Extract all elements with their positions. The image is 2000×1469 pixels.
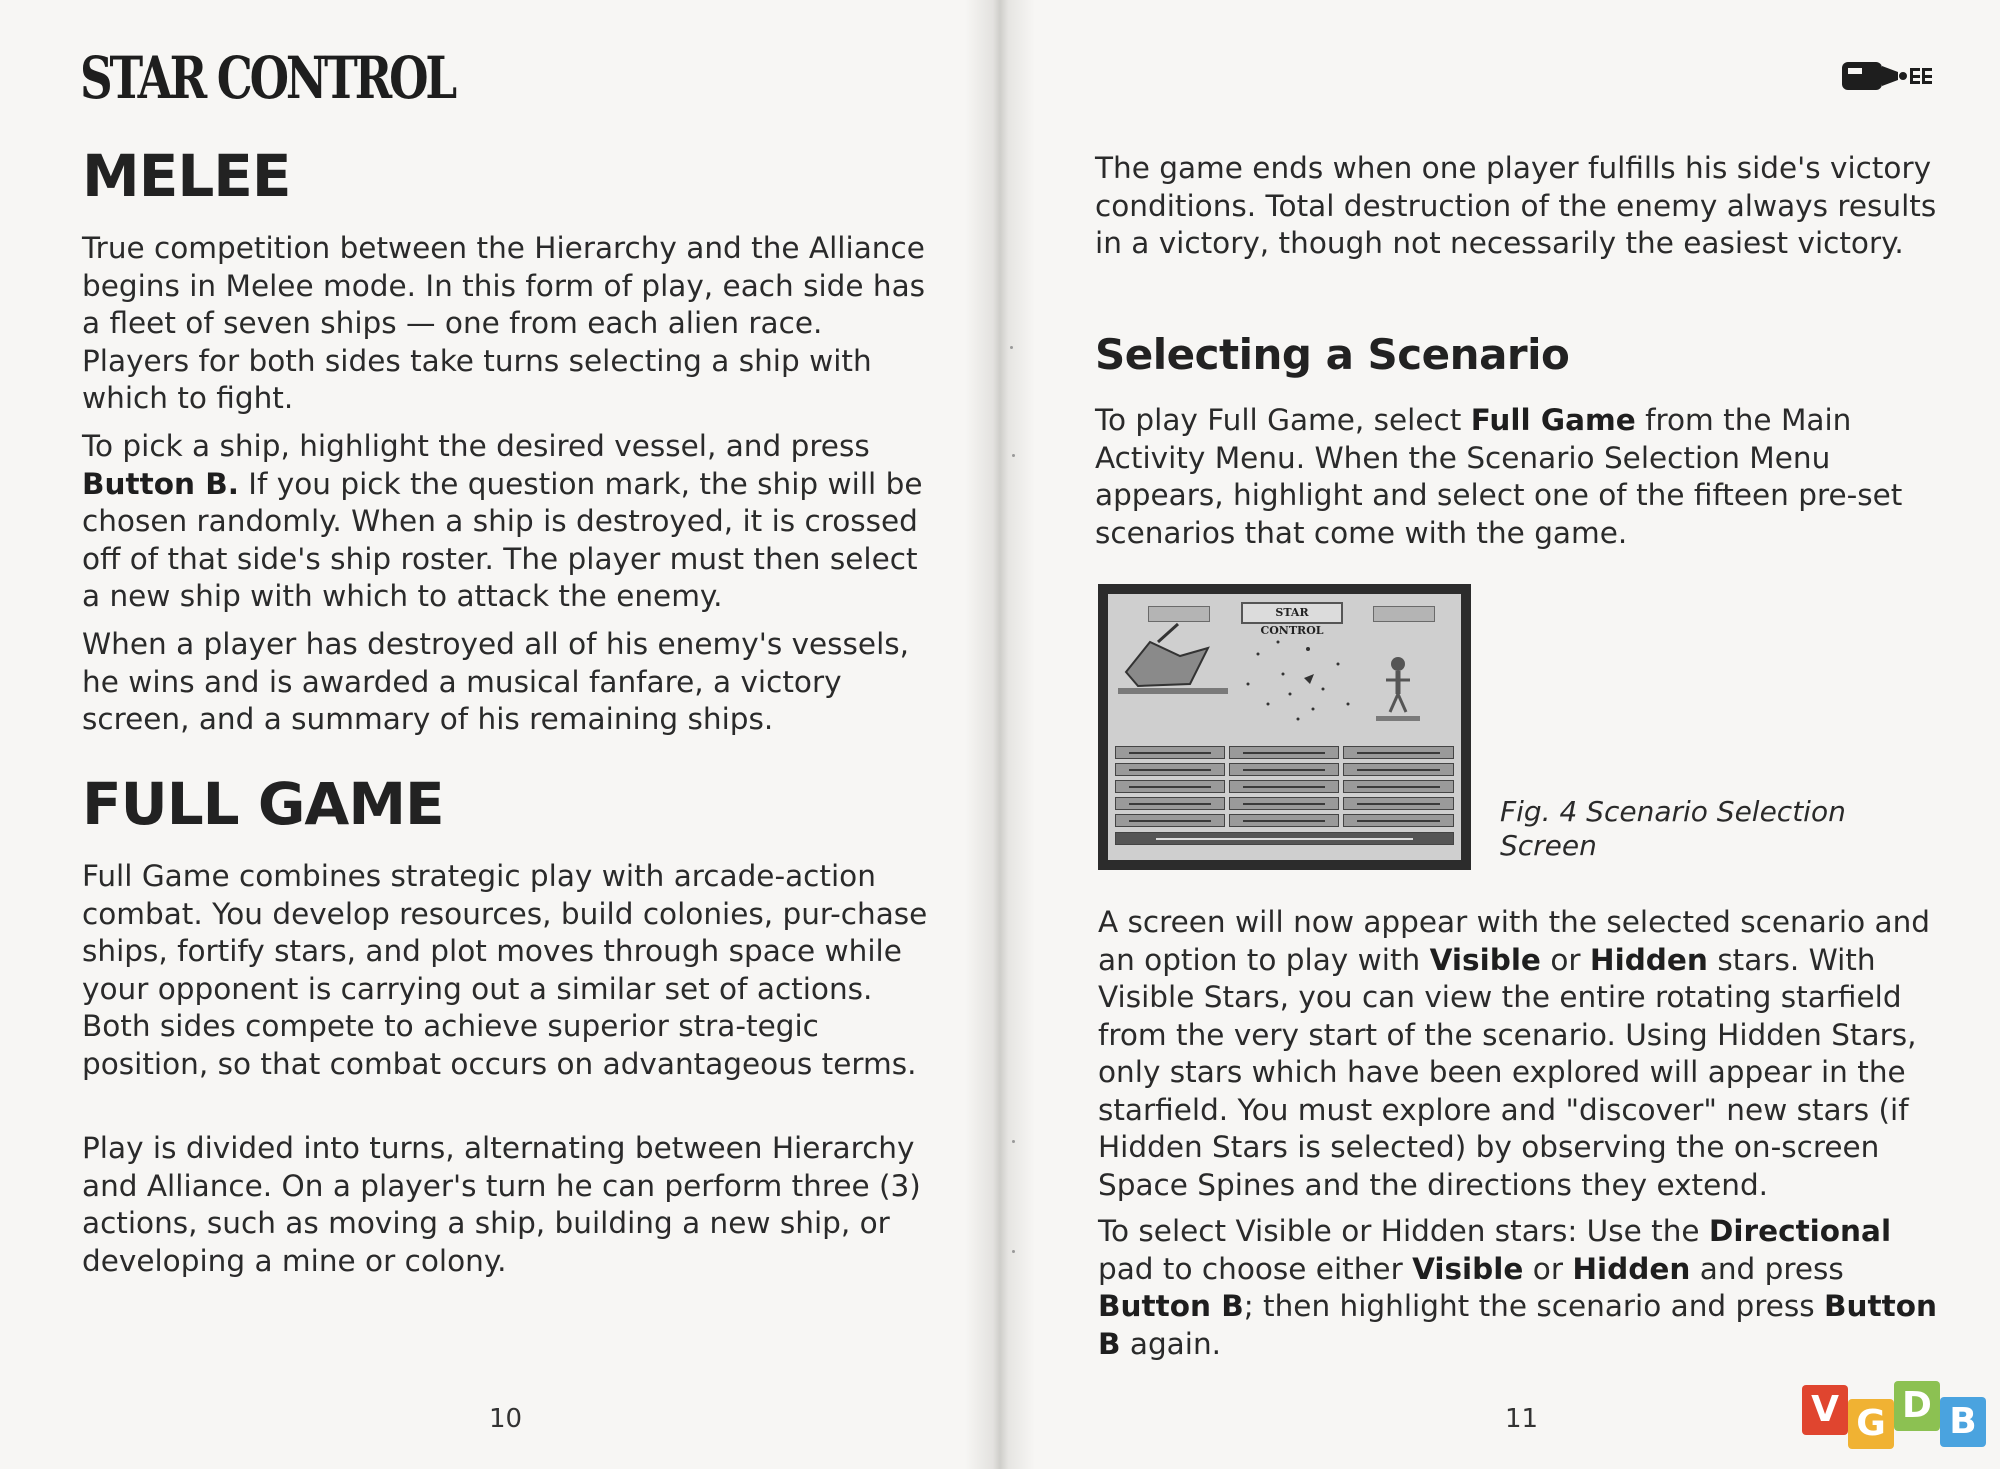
game-screen [1108,594,1461,860]
p4-text-g: and press [1690,1251,1844,1286]
scenario-description-bar [1115,832,1454,845]
print-speck [1012,1250,1015,1253]
figure-caption: Fig. 4 Scenario Selection Screen [1500,795,1846,862]
p4-text-k: again. [1120,1326,1222,1361]
melee-p2-text-rest: If you pick the question mark, the ship will be chosen randomly. When a ship is destroyed, it is crossed off of that side's ship roster. The player must then select a new ship with which to attack the enemy. [82,466,923,613]
button-b-bold-2: Button B [1098,1289,1244,1323]
victory-paragraph: The game ends when one player fulfills his side's victory conditions. Total destruction of the enemy always results in a victory, though not necessarily the easiest victory. [1095,151,1937,260]
melee-paragraph-2 [82,428,932,616]
watermark-letter-g: G [1848,1399,1894,1449]
scenario-cell [1343,814,1454,827]
print-speck [1010,346,1013,349]
button-b-bold-3: Button B [1098,1289,1937,1361]
scenario-cell [1229,797,1339,810]
scenario-cell [1229,763,1339,776]
scenario-paragraph-1 [1095,402,1945,552]
full-game-paragraph-1: Full Game combines strategic play with arcade-action combat. You develop resources, build colonies, pur-chase ships, fortify stars, and plot moves through space while your opponent is carrying out a similar set of actions. Both sides compete to achieve superior stra-tegic position, so that combat occurs on advantageous terms. [82,859,928,1081]
scenario-selection-screenshot [1098,584,1471,870]
hidden-bold-2: Hidden [1572,1251,1691,1286]
scenario-cell [1115,763,1225,776]
print-speck [1012,454,1015,457]
scenario-p1-text-c: from the Main Activity Menu. When the Scenario Selection Menu appears, highlight and select one of the fifteen pre-set scenarios that come with the game. [1095,403,1903,550]
select-stars-paragraph [1098,1213,1948,1363]
watermark-letter-d: D [1894,1381,1940,1431]
scenario-cell [1343,746,1454,759]
logo: STAR CONTROL [80,44,455,112]
selecting-scenario-heading: Selecting a Scenario [1095,330,1570,379]
visible-bold: Visible [1429,942,1541,977]
ship-icon [1840,54,1936,98]
p3-text-c: or [1540,942,1590,977]
scenario-cell [1343,780,1454,793]
scenario-cell [1229,780,1339,793]
scenario-cell [1115,797,1225,810]
watermark-letter-b: B [1940,1397,1986,1447]
full-game-paragraph-2: Play is divided into turns, alternating between Hierarchy and Alliance. On a player's turn he can perform three (3) actions, such as moving a ship, building a new ship, or developing a mine or colony. [82,1131,921,1278]
screen-logo: STAR CONTROL [1241,602,1343,624]
visible-hidden-paragraph [1098,904,1948,1204]
p4-text-a: To select Visible or Hidden stars: Use the [1098,1214,1709,1248]
scenario-p1-text-a: To play Full Game, select [1095,403,1471,437]
watermark-letter-v: V [1802,1385,1848,1435]
scenario-cell [1115,746,1225,759]
scenario-cell [1115,780,1225,793]
scenario-cell [1229,814,1339,827]
scenario-cell [1115,814,1225,827]
scenario-cell [1343,763,1454,776]
p4-text-c: pad to choose either [1098,1251,1413,1286]
full-game-bold: Full Game [1470,403,1636,437]
melee-paragraph-1: True competition between the Hierarchy and the Alliance begins in Melee mode. In this form of play, each side has a fleet of seven ships — one from each alien race. Players for both sides take turns selecting a ship with which to fight. [82,231,926,415]
directional-bold: Directional [1708,1214,1892,1248]
melee-p2-text: To pick a ship, highlight the desired vessel, and press [82,429,870,463]
starfield-graphic [1108,594,1461,744]
scenario-cell [1343,797,1454,810]
hidden-bold: Hidden [1589,942,1708,977]
page-number-left: 10 [489,1404,523,1434]
full-game-heading: FULL GAME [82,770,444,838]
p3-text-e: stars. With Visible Stars, you can view the entire rotating starfield from the very start of the scenario. Using Hidden Stars, only stars which have been explored will appear in the starfield. You must explore and "discover" new stars (if Hidden Stars is selected) by observing the on-screen Space Spines and the directions they extend. [1098,942,1917,1202]
melee-paragraph-3: When a player has destroyed all of his enemy's vessels, he wins and is awarded a musical fanfare, a victory screen, and a summary of his remaining ships. [82,627,910,736]
book-gutter [965,0,1035,1469]
p3-text-a: A screen will now appear with the selected scenario and an option to play with [1098,905,1931,977]
page-number-right: 11 [1505,1404,1539,1434]
p4-text-i: ; then highlight the scenario and press [1243,1289,1824,1323]
p4-text-e: or [1523,1251,1573,1286]
visible-bold-2: Visible [1412,1251,1524,1286]
scenario-cell [1229,746,1339,759]
print-speck [1012,1140,1015,1143]
button-b-bold: Button B. [82,466,239,501]
melee-heading: MELEE [82,142,291,210]
